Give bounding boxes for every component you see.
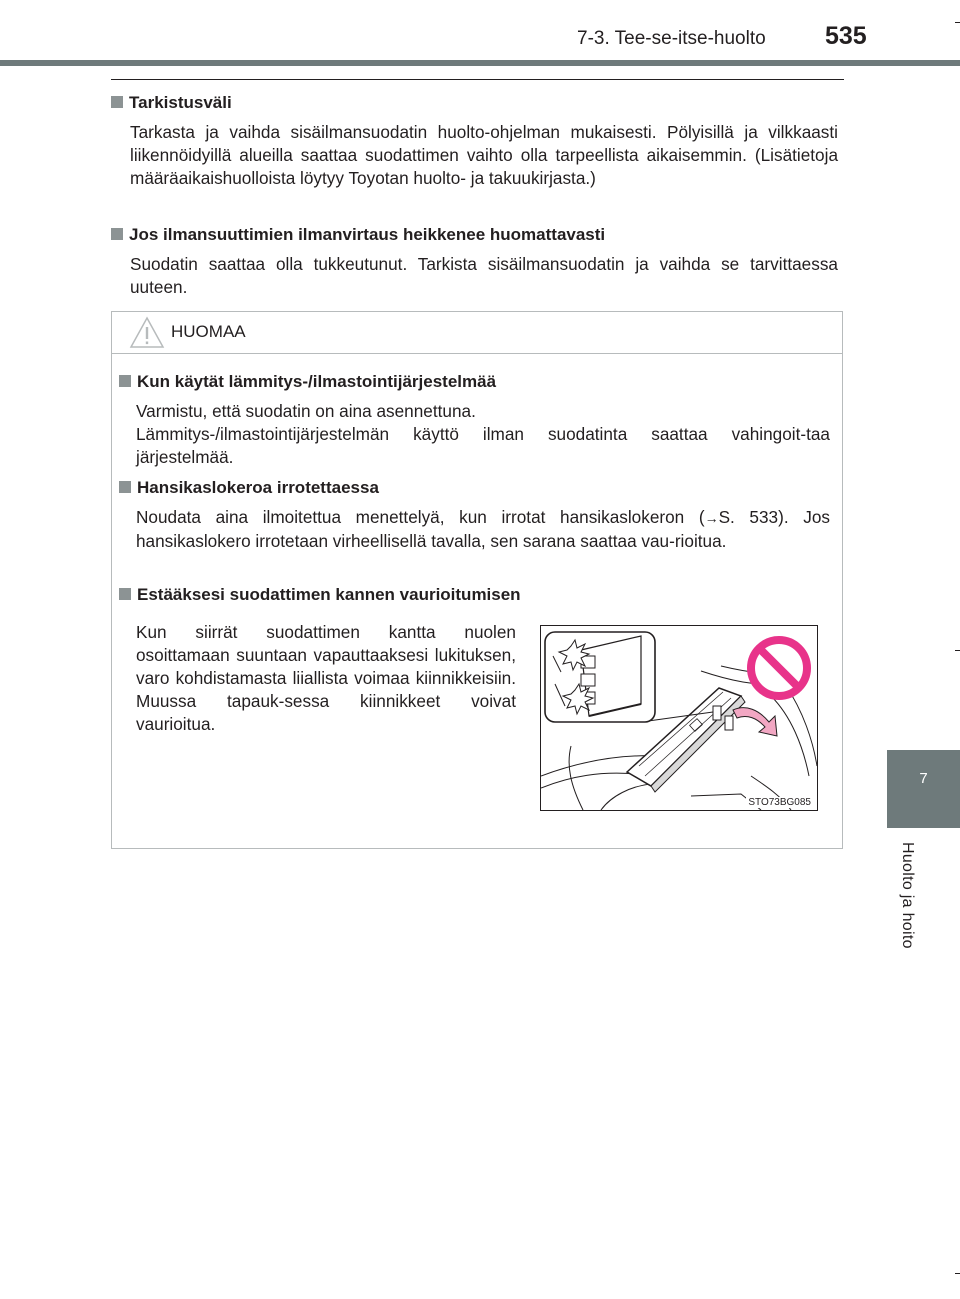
caution-item-body: Kun siirrät suodattimen kantta nuolen osoittamaan suuntaan vapauttaaksesi lukituksen, varo kohdistamasta liiallista voimaa kiinnikkeisiin. Muussa tapauk-sessa kiinnikkeet voivat vaurioitua. <box>136 622 516 734</box>
caution-item-heading-text: Hansikaslokeroa irrotettaessa <box>137 478 379 497</box>
caution-item-heading-text: Estääksesi suodattimen kannen vaurioitumisen <box>137 585 521 604</box>
warning-triangle-icon <box>129 316 165 349</box>
caution-item-heading <box>119 585 521 605</box>
section-heading <box>111 93 232 113</box>
chapter-number: 7 <box>919 770 928 787</box>
caution-item-heading <box>119 478 379 498</box>
caution-text: Noudata aina ilmoitettua menettelyä, kun irrotat hansikaslokeron ( <box>136 507 705 527</box>
section-heading <box>111 225 605 245</box>
square-bullet-icon <box>119 588 131 600</box>
page-number: 535 <box>825 22 867 50</box>
caution-line: Varmistu, että suodatin on aina asennettuna. <box>136 401 476 421</box>
caution-item-body <box>136 506 830 553</box>
prohibition-sign-icon <box>751 640 807 696</box>
illustration-code: STO73BG085 <box>748 797 811 808</box>
chapter-tab <box>887 750 960 828</box>
running-header: 7-3. Tee-se-itse-huolto <box>577 28 766 49</box>
caution-item-heading <box>119 372 496 392</box>
caution-line: Lämmitys-/ilmastointijärjestelmän käyttö ilman suodatinta saattaa vahingoit-taa järjestelmää. <box>136 424 830 467</box>
filter-cover-illustration <box>540 625 818 811</box>
caution-item-body <box>136 400 830 469</box>
section-body: Tarkasta ja vaihda sisäilmansuodatin huolto-ohjelman mukaisesti. Pölyisillä ja vilkkaasti liikennöidyillä alueilla saattaa suodattimen vaihto olla tarpeellista aikaisemmin. (Lisätietoja määräaikaishuolloista löytyy Toyotan huolto- ja takuukirjasta.) <box>130 122 838 188</box>
section-body: Suodatin saattaa olla tukkeutunut. Tarkista sisäilmansuodatin ja vaihda se tarvittaessa uuteen. <box>130 254 838 297</box>
content-rule <box>111 79 844 80</box>
caution-paragraph <box>136 506 830 553</box>
square-bullet-icon <box>119 375 131 387</box>
square-bullet-icon <box>111 228 123 240</box>
arrow-right-icon: → <box>704 510 719 526</box>
caution-box <box>111 311 843 849</box>
square-bullet-icon <box>119 481 131 493</box>
filter-cover-drawing <box>541 626 817 810</box>
header-rule <box>0 60 960 66</box>
square-bullet-icon <box>111 96 123 108</box>
section-heading-text: Tarkistusväli <box>129 93 232 112</box>
crop-mark <box>955 22 960 23</box>
caution-header <box>112 312 842 354</box>
caution-item-heading-text: Kun käytät lämmitys-/ilmastointijärjestelmää <box>137 372 497 391</box>
caution-text: ). Jos hansikaslokero irrotetaan virheellisellä tavalla, sen sarana saattaa vau-rioitua. <box>136 507 830 551</box>
section-heading-text: Jos ilmansuuttimien ilmanvirtaus heikkenee huomattavasti <box>129 225 606 244</box>
crop-mark <box>955 650 960 651</box>
crop-mark <box>955 1273 960 1274</box>
chapter-title: Huolto ja hoito <box>899 842 916 949</box>
caution-label: HUOMAA <box>171 322 246 341</box>
page-reference-link[interactable]: S. 533 <box>718 507 779 527</box>
